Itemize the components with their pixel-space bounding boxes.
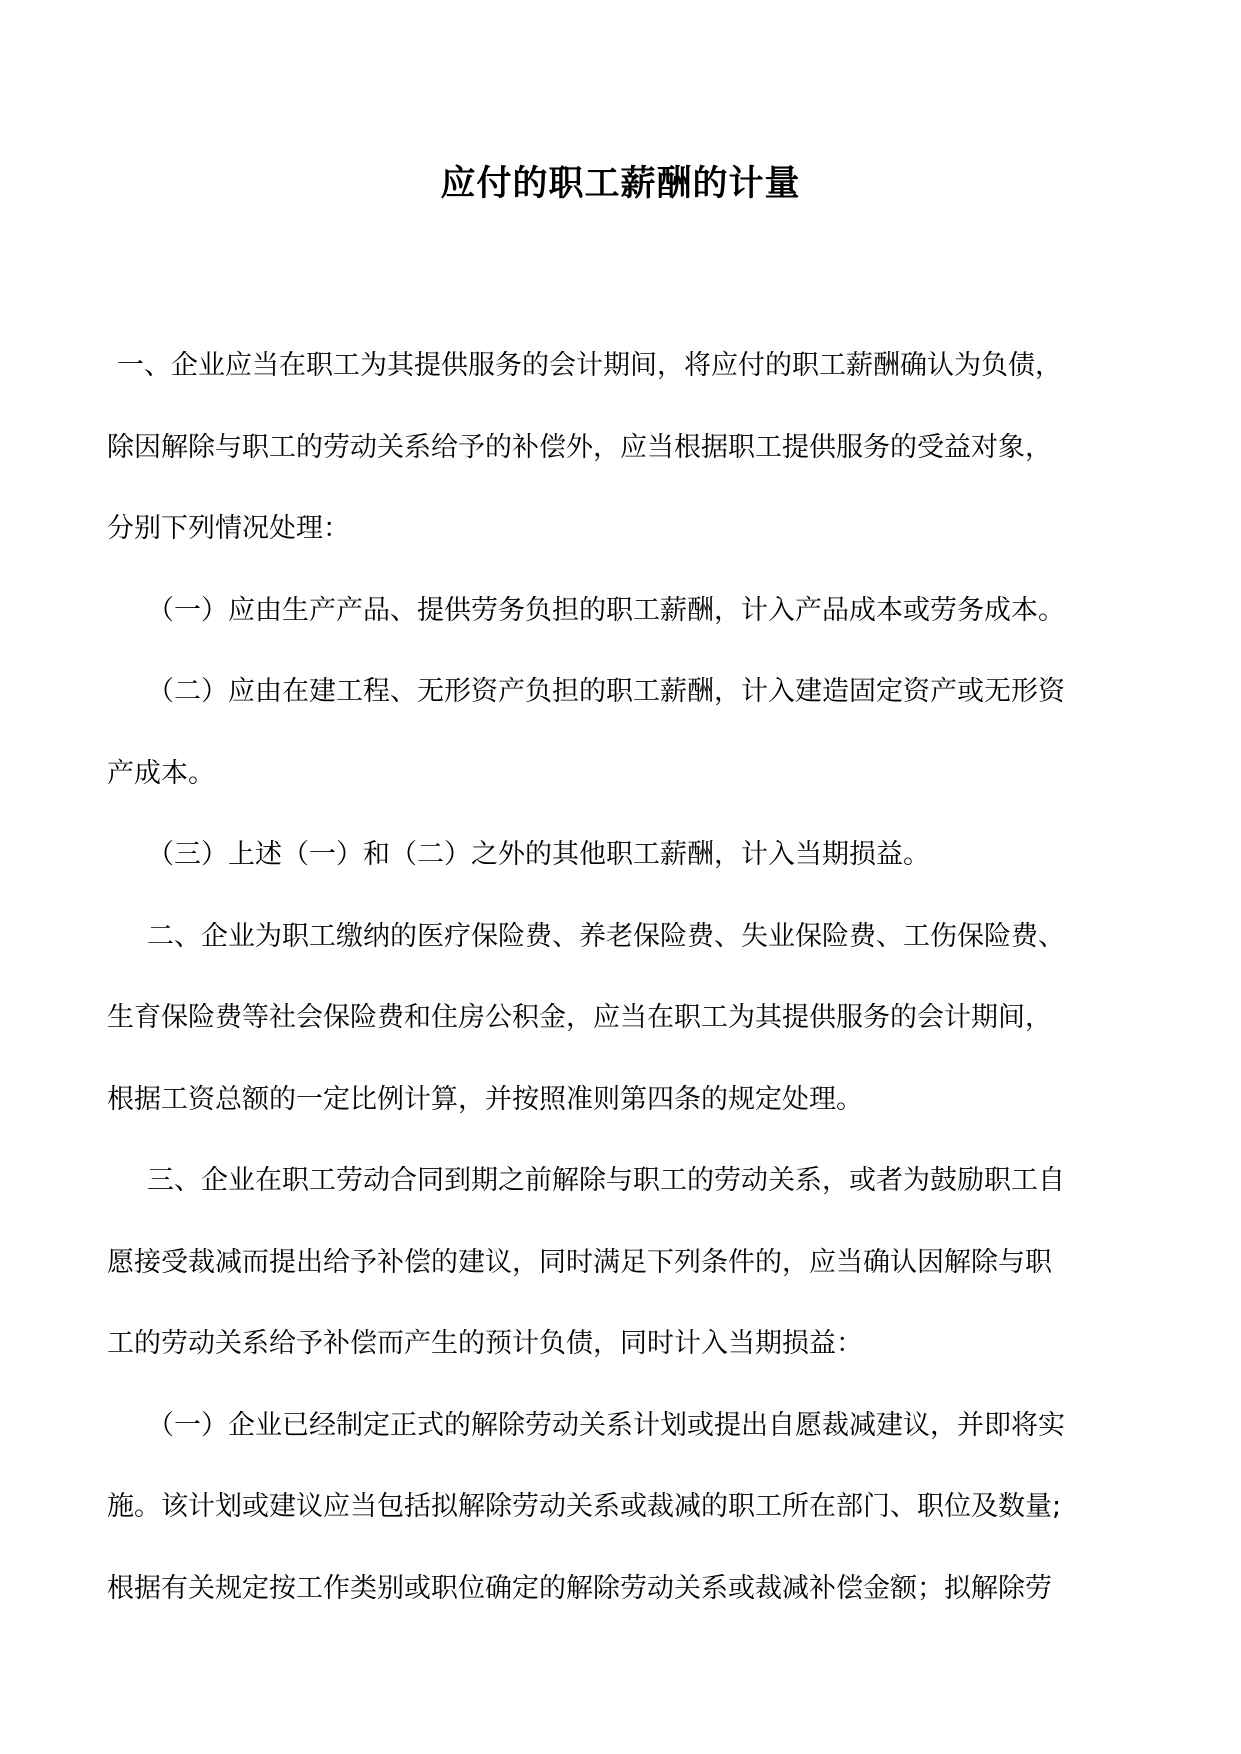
paragraph-line: 愿接受裁减而提出给予补偿的建议，同时满足下列条件的，应当确认因解除与职 [107, 1246, 1052, 1278]
document-title: 应付的职工薪酬的计量 [440, 164, 801, 204]
paragraph-line: 三、企业在职工劳动合同到期之前解除与职工的劳动关系，或者为鼓励职工自 [147, 1165, 1065, 1196]
paragraph-line: 施。该计划或建议应当包括拟解除劳动关系或裁减的职工所在部门、职位及数量; [107, 1491, 1062, 1522]
paragraph-line: 产成本。 [107, 757, 215, 789]
paragraph-line: 一、企业应当在职工为其提供服务的会计期间，将应付的职工薪酬确认为负债， [117, 350, 1062, 381]
paragraph-line: 分别下列情况处理： [107, 513, 350, 544]
paragraph-line: 生育保险费等社会保险费和住房公积金，应当在职工为其提供服务的会计期间， [107, 1002, 1052, 1033]
paragraph-line: 二、企业为职工缴纳的医疗保险费、养老保险费、失业保险费、工伤保险费、 [147, 920, 1065, 952]
paragraph-line: （一）企业已经制定正式的解除劳动关系计划或提出自愿裁减建议，并即将实 [147, 1409, 1065, 1441]
paragraph-line: 根据有关规定按工作类别或职位确定的解除劳动关系或裁减补偿金额；拟解除劳 [107, 1572, 1052, 1604]
paragraph-line: （一）应由生产产品、提供劳务负担的职工薪酬，计入产品成本或劳务成本。 [147, 594, 1065, 626]
paragraph-line: 根据工资总额的一定比例计算，并按照准则第四条的规定处理。 [107, 1083, 863, 1115]
paragraph-line: （二）应由在建工程、无形资产负担的职工薪酬，计入建造固定资产或无形资 [147, 676, 1065, 707]
document-body [107, 345, 1137, 1649]
paragraph-line: （三）上述（一）和（二）之外的其他职工薪酬，计入当期损益。 [147, 839, 930, 870]
paragraph-line: 工的劳动关系给予补偿而产生的预计负债，同时计入当期损益： [107, 1328, 863, 1359]
paragraph-line: 除因解除与职工的劳动关系给予的补偿外，应当根据职工提供服务的受益对象， [107, 431, 1052, 463]
